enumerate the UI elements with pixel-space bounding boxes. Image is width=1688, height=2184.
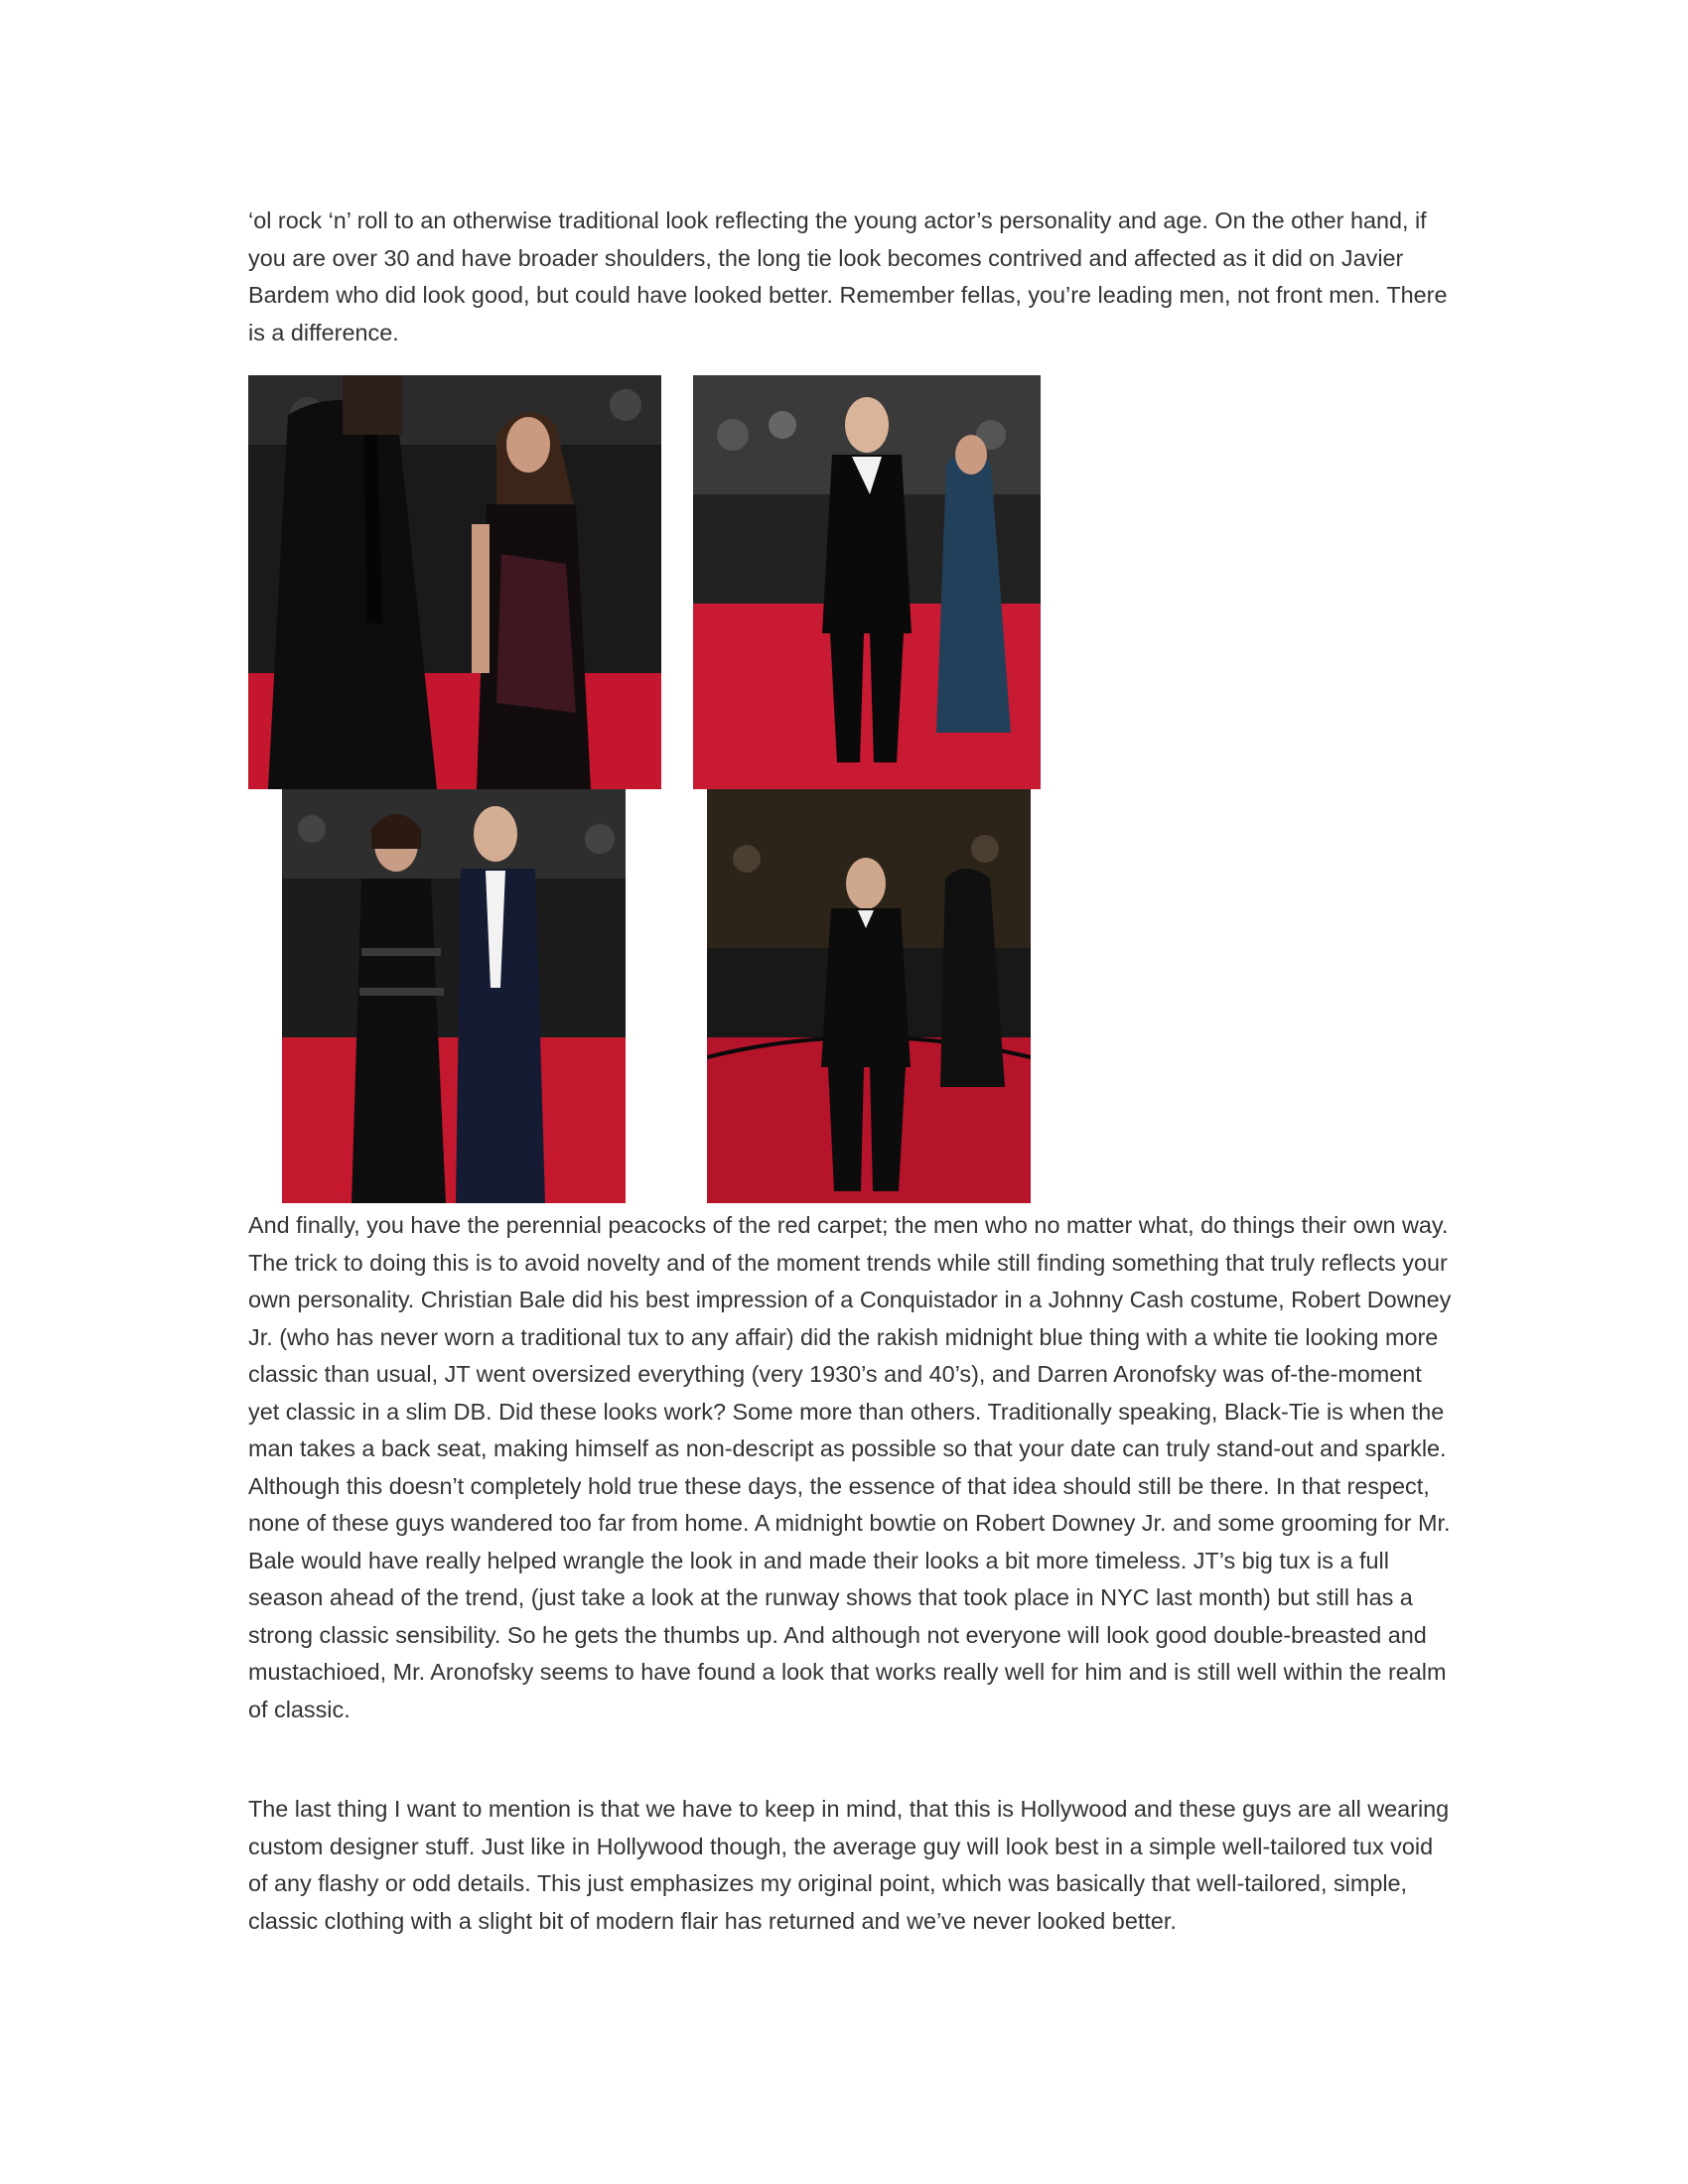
photo-couple-1 [248,375,661,789]
photo-man-tux-1 [693,375,1041,789]
paragraph-peacocks: And finally, you have the perennial peacocks of the red carpet; the men who no matter what, do things their own way. The trick to doing this is to avoid novelty and of the moment trends while still finding something that truly reflects your own personality. Christian Bale did his best impression of a Conquistador in a Johnny Cash costume, Robert Downey Jr. (who has never worn a traditional tux to any affair) did the rakish midnight blue thing with a white tie looking more classic than usual, JT went oversized everything (very 1930’s and 40’s), and Darren Aronofsky was of-the-moment yet classic in a slim DB. Did these looks work? Some more than others. Traditionally speaking, Black-Tie is when the man takes a back seat, making himself as non-descript as possible so that your date can truly stand-out and sparkle. Although this doesn’t completely hold true these days, the essence of that idea should still be there. In that respect, none of these guys wandered too far from home. A midnight bowtie on Robert Downey Jr. and some grooming for Mr. Bale would have really helped wrangle the look in and made their looks a bit more timeless. JT’s big tux is a full season ahead of the trend, (just take a look at the runway shows that took place in NYC last month) but still has a strong classic sensibility. So he gets the thumbs up. And although not everyone will look good double-breasted and mustachioed, Mr. Aronofsky seems to have found a look that works really well for him and is still well within the realm of classic. [248,1212,1452,1722]
photo-man-tux-2 [707,789,1031,1203]
photo-couple-2 [282,789,626,1203]
paragraph-intro: ‘ol rock ‘n’ roll to an otherwise traditional look reflecting the young actor’s personality and age. On the other hand, if you are over 30 and have broader shoulders, the long tie look becomes contrived and affected as it did on Javier Bardem who did look good, but could have looked better. Remember fellas, you’re leading men, not front men. There is a difference. [248,207,1448,345]
paragraph-conclusion: The last thing I want to mention is that we have to keep in mind, that this is Hollywood and these guys are all wearing custom designer stuff. Just like in Hollywood though, the average guy will look best in a simple well-tailored tux void of any flashy or odd details. This just emphasizes my original point, which was basically that well-tailored, simple, classic clothing with a slight bit of modern flair has returned and we’ve never looked better. [248,1796,1450,1934]
